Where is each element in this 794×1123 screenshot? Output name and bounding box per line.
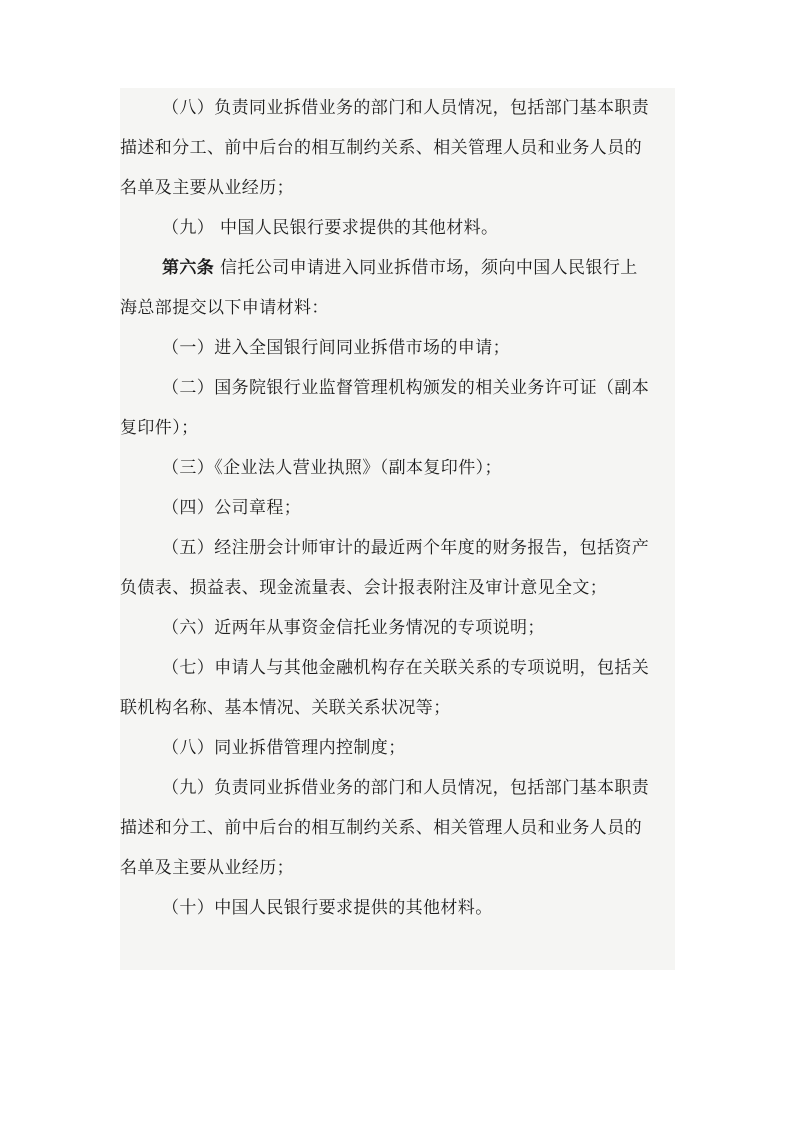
item-4 — [120, 488, 675, 528]
article-number: 第六条 — [162, 258, 215, 278]
text-line: （七）申请人与其他金融机构存在关联关系的专项说明，包括关 — [162, 658, 650, 678]
item-5 — [120, 528, 675, 608]
text-line: （十）中国人民银行要求提供的其他材料。 — [162, 898, 493, 918]
item-7 — [120, 648, 675, 728]
article-text: 信托公司申请进入同业拆借市场，须向中国人民银行上 — [220, 258, 638, 278]
text-line: （九）负责同业拆借业务的部门和人员情况，包括部门基本职责 — [162, 778, 650, 798]
text-line: 描述和分工、前中后台的相互制约关系、相关管理人员和业务人员的 — [120, 138, 642, 158]
item-10 — [120, 888, 675, 928]
text-line: 名单及主要从业经历； — [120, 858, 294, 878]
item-3 — [120, 448, 675, 488]
text-line: （四）公司章程； — [162, 498, 302, 518]
item-8 — [120, 728, 675, 768]
item-6 — [120, 608, 675, 648]
item-9 — [120, 768, 675, 888]
text-line: （三）《企业法人营业执照》（副本复印件）； — [162, 458, 502, 478]
text-line: 联机构名称、基本情况、关联关系状况等； — [120, 698, 451, 718]
document-page — [120, 88, 675, 970]
text-line: （五）经注册会计师审计的最近两个年度的财务报告，包括资产 — [162, 538, 650, 558]
text-line: 描述和分工、前中后台的相互制约关系、相关管理人员和业务人员的 — [120, 818, 642, 838]
text-line: 海总部提交以下申请材料： — [120, 298, 329, 318]
item-2 — [120, 368, 675, 448]
text-line: 复印件）； — [120, 418, 199, 438]
text-line: （九） 中国人民银行要求提供的其他材料。 — [162, 218, 499, 238]
text-line: 名单及主要从业经历； — [120, 178, 294, 198]
text-line: （二）国务院银行业监督管理机构颁发的相关业务许可证（副本 — [162, 378, 650, 398]
text-line: （八）负责同业拆借业务的部门和人员情况，包括部门基本职责 — [162, 98, 650, 118]
paragraph-8 — [120, 88, 675, 208]
text-line — [120, 248, 675, 288]
item-1 — [120, 328, 675, 368]
article-6 — [120, 248, 675, 328]
text-line: 负债表、损益表、现金流量表、会计报表附注及审计意见全文； — [120, 578, 608, 598]
text-line: （一）进入全国银行间同业拆借市场的申请； — [162, 338, 510, 358]
paragraph-9 — [120, 208, 675, 248]
text-line: （八）同业拆借管理内控制度； — [162, 738, 406, 758]
text-line: （六）近两年从事资金信托业务情况的专项说明； — [162, 618, 545, 638]
